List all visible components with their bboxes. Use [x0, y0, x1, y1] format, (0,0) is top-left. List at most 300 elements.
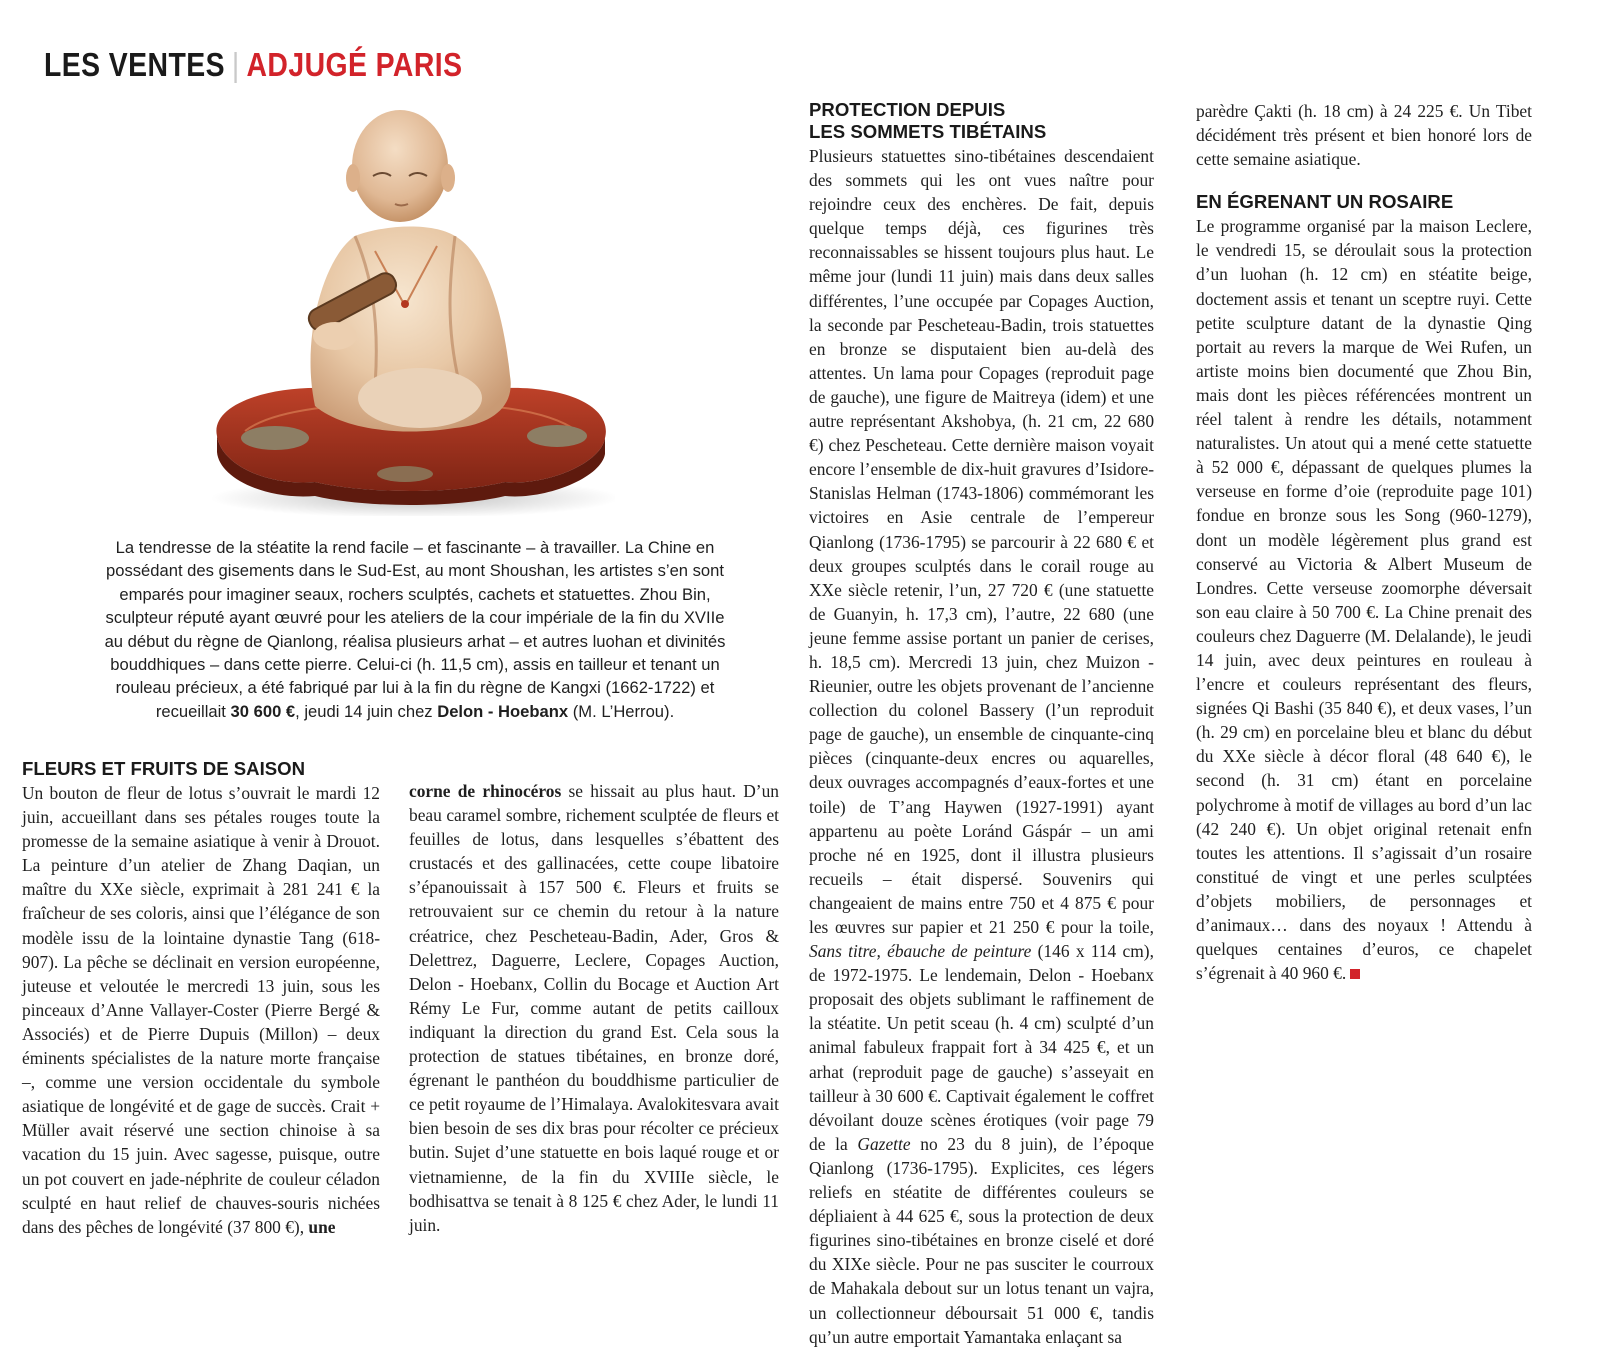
article-text	[1025, 218, 1046, 238]
article-text: un	[1136, 1037, 1155, 1058]
article-text	[903, 507, 920, 527]
article-text: tenant	[1044, 1278, 1088, 1299]
article-text: h.	[905, 603, 920, 624]
article-text: bien	[1020, 338, 1051, 359]
article-text	[975, 170, 988, 190]
article-text: sublimant	[957, 989, 1026, 1010]
article-text: Delon	[1028, 965, 1072, 986]
article-text	[1090, 1037, 1097, 1057]
article-text: Yamantaka	[963, 1326, 1041, 1347]
article-text: Captivait	[946, 1085, 1010, 1106]
article-text: Cette	[951, 435, 989, 456]
article-text	[931, 797, 945, 817]
article-text	[883, 845, 894, 865]
article-text: stéatite.	[827, 1013, 881, 1034]
article-text: un	[934, 724, 952, 745]
article-text: différentes,	[809, 290, 888, 311]
article-text	[1100, 1158, 1113, 1178]
article-text	[873, 146, 881, 166]
article-text: €)	[809, 435, 824, 456]
article-text	[907, 170, 920, 190]
article-text: de	[1515, 125, 1532, 146]
article-text: ensemble	[957, 724, 1024, 745]
article-text	[1121, 411, 1128, 431]
article-text	[892, 869, 912, 889]
article-text: 79	[1136, 1109, 1154, 1130]
article-text: (h.	[994, 1013, 1014, 1034]
article-text	[828, 917, 835, 937]
article-text	[1093, 917, 1100, 937]
article-text: un	[1007, 627, 1026, 648]
article-paragraph-continued	[1196, 99, 1532, 171]
article-text: portant	[952, 627, 1003, 648]
article-text: une	[1128, 772, 1154, 793]
article-column-2	[409, 779, 779, 1237]
article-text: Copages	[1028, 290, 1089, 311]
article-text: les	[1134, 483, 1154, 504]
article-text: ou	[1048, 748, 1067, 769]
article-text	[852, 1182, 864, 1202]
article-text: à	[882, 1206, 891, 1227]
article-text: (lundi	[891, 266, 933, 287]
article-text	[826, 1303, 836, 1323]
article-text: ayant	[1116, 796, 1154, 817]
article-text	[1476, 125, 1483, 145]
article-text: dans	[979, 555, 1012, 576]
article-text: de	[940, 459, 958, 480]
article-text	[938, 1134, 948, 1154]
article-text: et	[1141, 531, 1155, 552]
article-text: et	[1104, 1230, 1118, 1251]
article-text	[1112, 917, 1119, 937]
article-text	[1039, 917, 1046, 937]
article-text	[910, 845, 921, 865]
article-text	[960, 845, 971, 865]
article-text: à	[1024, 1037, 1033, 1058]
article-text	[825, 965, 832, 985]
heading-line: LES SOMMETS TIBÉTAINS	[809, 121, 1047, 142]
article-text: cm).	[868, 651, 901, 672]
article-text	[1023, 869, 1043, 889]
article-text: 18,5	[830, 651, 861, 672]
article-text	[825, 604, 833, 624]
article-text: Mercredi	[908, 651, 973, 672]
article-text: Le programme organisé par la maison Leclere, le vendredi 15, se déroulait sous la protection d’un luohan (h. 12 cm) en stéatite beige, doctement assis et tenant un sceptre ruyi. Cette petite sculpture datant de la dynastie Qing portait au revers la marque de Wei Rufen, un artiste moins bien documenté que Zhou Bin, mais dont les pièces référencées montrent un réel talent à rendre les détails, notamment naturalistes. Un atout qui a mené cette statuette à 52 000 €, dépassant de quelques plumes la verseuse en forme d’oie (reproduite page 101) fondue en bronze sous les Song (960-1279), dont un modèle légèrement plus grand est conservé au Victoria & Albert Museum de Londres. Cette verseuse zoomorphe déversait son eau claire à 50 700 €. La Chine prenait des couleurs chez Daguerre (M. Delalande), le jeudi 14 juin, avec deux peintures en rouleau à l’encre et couleurs représentant des fleurs, signées Qi Bashi (35 840 €), et deux vases, l’un (h. 29 cm) en porcelaine bleu et blanc du début du XXe siècle à décor floral (48 640 €), le second (h. 31 cm) étant en porcelaine polychrome à motif de villages au bord d’un lac (42 240 €). Un objet original retenait enfn toutes les attentions. Il s’agissait d’un rosaire constitué de vingt et une perles sculptées d’objets mobiliers, de personnages et d’animaux… dans des noyaux ! Attendu à quelques centaines d’euros, ce chapelet s’égrenait à 40 960 €.	[1196, 216, 1532, 984]
article-text: seconde	[827, 314, 884, 335]
article-text: vues	[1024, 170, 1056, 191]
article-text: 11	[938, 266, 956, 287]
article-text: cerises,	[1102, 627, 1154, 648]
article-text: Helman	[876, 483, 932, 504]
article-text: un	[809, 1302, 827, 1323]
article-heading-fleurs: FLEURS ET FRUITS DE SAISON	[22, 758, 306, 779]
article-text: outre	[876, 676, 913, 697]
article-text: l’un,	[949, 579, 982, 600]
article-text: la	[1004, 1206, 1018, 1227]
article-text: tandis	[1112, 1302, 1154, 1323]
article-text: autre	[809, 411, 844, 432]
article-text: semaine	[1233, 149, 1291, 170]
article-text: –	[1081, 820, 1091, 841]
article-text: femme	[852, 627, 901, 648]
article-text: lotus	[1005, 1278, 1040, 1299]
article-text: de	[847, 724, 864, 745]
article-heading-protection	[809, 99, 1154, 143]
article-text: cm)	[1034, 1013, 1062, 1034]
article-text: trois	[1052, 314, 1084, 335]
article-text	[872, 194, 883, 214]
article-text: et	[1111, 386, 1124, 407]
article-text: Pescheteau-Badin,	[917, 314, 1047, 335]
article-text: sa	[1107, 1326, 1123, 1347]
article-text: la	[809, 1013, 822, 1034]
article-text: en	[983, 1230, 1001, 1251]
article-text: de	[859, 796, 876, 817]
article-text: Un	[1468, 101, 1491, 121]
article-text: gauche),	[830, 386, 890, 407]
article-text: qu’un	[809, 1326, 850, 1347]
article-text: se	[923, 242, 939, 263]
article-text	[1110, 1037, 1117, 1057]
article-text: présent	[1314, 125, 1365, 146]
article-text	[861, 652, 869, 672]
article-text: le	[1090, 1085, 1104, 1106]
article-text: de	[1137, 989, 1154, 1010]
article-text: cinquante-cinq	[1050, 724, 1154, 745]
article-text: juin),	[1020, 1133, 1058, 1154]
article-text: corail	[1041, 555, 1081, 576]
article-text	[913, 917, 920, 937]
article-column-1	[22, 758, 380, 1239]
section-title: LES VENTES	[44, 46, 225, 83]
article-text: qui	[1131, 868, 1155, 889]
article-text: juin,	[1006, 651, 1038, 672]
article-text: Un	[872, 362, 895, 383]
article-text	[825, 1134, 835, 1154]
article-text: Asie	[920, 507, 953, 528]
article-text: retenir,	[893, 579, 943, 600]
article-text: une	[894, 386, 920, 407]
article-text: depuis	[1108, 194, 1154, 215]
article-text	[968, 700, 979, 720]
article-text: Qianlong	[809, 1157, 874, 1178]
header-separator: |	[231, 46, 240, 83]
article-bold-text: une	[304, 1216, 336, 1237]
article-text: mais	[999, 266, 1033, 287]
article-text	[878, 700, 889, 720]
article-text: pièces	[809, 748, 853, 769]
article-text: très	[1128, 218, 1154, 239]
article-text: au	[1137, 555, 1154, 576]
end-of-article-mark	[1350, 969, 1360, 979]
article-text: bronze	[1006, 1230, 1054, 1251]
article-text	[1384, 125, 1391, 145]
article-text	[992, 1134, 1002, 1154]
article-text	[1036, 748, 1049, 768]
caption-text: La tendresse de la stéatite la rend facile – et fascinante – à travailler. La Chine en possédant des gisements dans le Sud-Est, au mont Shoushan, les artistes s’en sont emparés pour imaginer seaux, rochers sculptés, cachets et statuettes. Zhou Bin, sculpteur réputé ayant œuvré pour les ateliers de la cour impériale de la fin du XVIIe au début du règne de Qianlong, réalisa plusieurs arhat – et autres luohan et divinités bouddhiques – dans cette pierre. Celui-ci (h. 11,5 cm), assis en tailleur et tenant un rouleau précieux, a été fabriqué par lui à la fin du règne de Kangxi (1662-1722) et recueillait	[104, 538, 726, 721]
article-text	[1065, 411, 1072, 431]
article-text: en	[1137, 1061, 1154, 1082]
heading-line: PROTECTION DEPUIS	[809, 99, 1006, 120]
caption-text-middle: , jeudi 14 juin chez	[295, 701, 433, 721]
article-text: la	[809, 314, 822, 335]
article-text: de	[809, 1278, 826, 1299]
article-text	[964, 1062, 973, 1082]
article-text: 000	[1054, 1302, 1081, 1323]
article-text: très	[1282, 125, 1309, 146]
article-text: sous	[968, 1206, 1000, 1227]
article-text	[1011, 170, 1024, 190]
article-text: au-delà	[1065, 338, 1117, 359]
article-text: Bassery	[979, 700, 1035, 721]
article-text	[1002, 797, 1016, 817]
article-text: Haywen	[944, 796, 1003, 817]
article-text: Muizon	[1085, 651, 1140, 672]
article-text: 51	[1027, 1302, 1045, 1323]
article-text	[1057, 1182, 1069, 1202]
article-text: attentes.	[809, 362, 867, 383]
article-text	[1011, 556, 1020, 576]
article-text: De	[1038, 194, 1059, 215]
article-text: hissent	[944, 242, 993, 263]
article-text: et	[1117, 1037, 1130, 1058]
article-text: le	[1031, 989, 1045, 1010]
article-text: €.	[1449, 101, 1463, 121]
article-text: ont	[988, 170, 1011, 191]
article-text: salles	[1115, 266, 1154, 287]
article-text	[911, 1134, 921, 1154]
article-text: 625	[918, 1206, 945, 1227]
article-text	[1001, 845, 1012, 865]
article-text	[1033, 556, 1042, 576]
article-text	[1053, 1062, 1062, 1082]
article-text: un	[983, 1278, 1001, 1299]
article-text: se	[971, 531, 986, 552]
article-text: gravures	[1021, 459, 1081, 480]
article-text	[982, 917, 989, 937]
article-text	[1022, 965, 1029, 985]
article-text: 680	[1088, 603, 1115, 624]
article-text: gauche)	[997, 1061, 1053, 1082]
article-text	[1022, 845, 1033, 865]
article-text: collection	[809, 700, 878, 721]
article-text: enlaçant	[1045, 1326, 1104, 1347]
article-text: Pour	[925, 1254, 959, 1275]
article-text: d’un	[1122, 1013, 1154, 1034]
article-text: de	[1098, 1206, 1115, 1227]
article-text	[885, 917, 892, 937]
article-text: se hissait au plus haut. D’un beau caramel sombre, richement sculptée de fleurs et feuilles de lotus, dans lesquelles s’ébattent des crustacés et des gallinacées, cette coupe libatoire s’épanouissait à 157 500 €. Fleurs et fruits se retrouvaient sur ce chemin du retour à la nature créatrice, chez Pescheteau-Badin, Ader, Gros & Delettrez, Daguerre, Leclere, Copages Auction, Delon - Hoebanx, Collin du Bocage et Auction Art Rémy Le Fur, comme autant de petits cailloux indiquant la direction du grand Est. Cela sous la protection de statues tibétaines, en bronze doré, égrenant le panthéon du bouddhisme particulier de ce petit royaume de l’Himalaya. Avalokitesvara avait bien besoin de ses dix bras pour récolter ce précieux butin. Sujet d’une statuette en bois laqué rouge et or vietnamienne, de la fin du XVIIIe siècle, le bodhisattva se tenait à 8 125 € chez Ader, le lundi 11 juin.	[409, 781, 779, 1235]
article-text	[916, 339, 930, 359]
article-text: cm,	[1071, 411, 1098, 432]
article-text	[935, 1303, 945, 1323]
article-text: encore	[809, 459, 856, 480]
article-text	[943, 170, 956, 190]
article-text	[832, 170, 845, 190]
article-text: –	[882, 868, 892, 889]
article-text: €	[1107, 892, 1116, 913]
article-text	[1051, 339, 1065, 359]
article-text: du	[974, 1133, 992, 1154]
statuette-photo	[205, 86, 615, 516]
article-text: colonel	[917, 700, 969, 721]
article-text: XIXe	[831, 1254, 871, 1275]
article-text: sur	[891, 917, 914, 937]
article-text: bronze	[839, 338, 888, 359]
article-text: né	[866, 844, 884, 865]
article-text	[1057, 1037, 1064, 1057]
article-text: fait,	[1069, 194, 1098, 215]
article-text: deux	[809, 555, 843, 576]
article-text: €.	[928, 1085, 942, 1106]
article-text	[963, 917, 970, 937]
article-text	[1056, 170, 1069, 190]
article-text	[971, 556, 980, 576]
article-text: chez	[1045, 651, 1078, 672]
article-text: et	[969, 917, 983, 937]
article-text: les	[809, 917, 829, 937]
article-text: Çakti	[1254, 101, 1292, 121]
article-text	[1103, 1303, 1113, 1323]
article-text: en	[809, 338, 826, 359]
article-text: l’une	[893, 290, 930, 311]
article-text: par	[889, 314, 912, 335]
article-text	[1103, 797, 1117, 817]
article-text: (h.	[1022, 411, 1042, 432]
article-text	[1276, 125, 1283, 145]
article-text: sur	[956, 1278, 979, 1299]
article-text: de	[1080, 627, 1097, 648]
article-text: également	[1014, 1085, 1086, 1106]
article-text	[876, 797, 889, 817]
article-text: naître	[1069, 170, 1109, 191]
article-text	[1118, 821, 1128, 841]
article-text: représentant	[850, 411, 936, 432]
article-text: objets	[909, 989, 951, 1010]
article-text: 34	[1039, 1037, 1057, 1058]
article-text: à	[1060, 531, 1068, 552]
article-text	[1057, 1134, 1067, 1154]
article-text: 13	[980, 651, 998, 672]
article-text: (h.	[1298, 101, 1317, 121]
article-text: sculptés	[915, 555, 972, 576]
article-text: groupes	[851, 555, 907, 576]
article-text: siècle.	[876, 1254, 920, 1275]
article-text	[1038, 652, 1046, 672]
article-text: des	[927, 194, 951, 215]
article-text: 22	[1073, 531, 1091, 552]
article-text: autre	[853, 1326, 889, 1347]
article-text	[1108, 218, 1129, 238]
caption-price: 30 600 €	[230, 701, 296, 721]
article-text: se	[1139, 1182, 1154, 1203]
article-text: par	[999, 290, 1022, 311]
article-text	[1365, 125, 1372, 145]
article-text: 24	[1393, 101, 1412, 121]
article-text: sceau	[950, 1013, 990, 1034]
article-text: et	[1111, 772, 1124, 793]
article-text: dix-huit	[961, 459, 1017, 480]
article-text: le	[1073, 1254, 1086, 1275]
article-text: -	[1078, 965, 1085, 986]
article-text: Un bouton de fleur de lotus s’ouvrait le mardi 12 juin, accueillant dans ses pétales rouges toute la promesse de la semaine asiatique à venir à Drouot. La peinture d’un atelier de Zhang Daqian, un maître du XXe siècle, exprimait à 281 241 € la fraîcheur de ses coloris, ainsi que l’élégance de son modèle issu de la lointaine dynastie Tang (618-907). La pêche se déclinait en version européenne, juteuse et veloutée le mercredi 13 juin, sous les pinceaux d’Anne Vallayer-Coster (Pierre Bergé & Associés) et de Pierre Dupuis (Millon) – deux éminents spécialistes de la nature morte française –, comme une version occidentale du symbole asiatique de longévité et de gage de succès. Crait + Müller avait réservé une section chinoise à sa vacation du 15 juin. Avec sagesse, puisque, outre un pot couvert en jade-néphrite de couleur céladon sculpté en haut relief de chauves-souris nichées dans des pêches de longévité (37 800 €),	[22, 783, 380, 1237]
article-text: Gáspár	[1022, 820, 1072, 841]
article-text: page	[1121, 362, 1154, 383]
article-paragraph	[1196, 214, 1532, 985]
article-text: dévoilant	[809, 1109, 874, 1130]
article-text: rejoindre	[809, 194, 872, 215]
article-text: dispersé.	[961, 868, 1023, 889]
article-text: recueils	[809, 868, 864, 889]
artwork-title: de	[951, 941, 968, 962]
article-text	[1058, 194, 1069, 214]
article-text	[1045, 1303, 1055, 1323]
article-text: Explicites,	[990, 1157, 1065, 1178]
article-text: érotiques	[983, 1109, 1048, 1130]
article-text: Maitreya	[992, 386, 1056, 407]
article-text: 1972-1975.	[832, 965, 913, 986]
article-text: 680	[1127, 411, 1155, 432]
article-text: pour	[940, 362, 973, 383]
article-text	[881, 1182, 893, 1202]
article-text: Copages	[978, 362, 1039, 383]
article-text: temps	[885, 218, 927, 239]
article-text: statuettes	[881, 146, 946, 166]
article-text	[1097, 194, 1108, 214]
article-text	[1129, 1110, 1137, 1130]
article-text: haut.	[1095, 242, 1130, 263]
article-text: descendaient	[1064, 146, 1154, 166]
article-text: figure	[924, 386, 967, 407]
article-text	[1080, 1303, 1090, 1323]
article-text	[1056, 146, 1064, 166]
article-text: 1925,	[920, 844, 960, 865]
article-text: objets	[940, 676, 983, 697]
article-text: déjà,	[947, 218, 982, 239]
article-text: enchères.	[961, 194, 1027, 215]
article-text	[927, 218, 948, 238]
article-text	[922, 1062, 931, 1082]
article-text: Pescheteau.	[865, 435, 947, 456]
article-text	[1007, 339, 1021, 359]
article-text: centrale	[970, 507, 1026, 528]
article-text: œuvres	[834, 917, 886, 937]
article-text	[1047, 1110, 1055, 1130]
article-text	[1055, 604, 1063, 624]
article-text	[1025, 507, 1043, 527]
article-text: Qianlong	[809, 531, 874, 552]
article-text	[1078, 652, 1086, 672]
article-text: une	[1128, 386, 1154, 407]
article-text: asiatique.	[1294, 149, 1361, 170]
article-text: de	[898, 892, 915, 913]
article-text: ceux	[883, 194, 916, 215]
article-text	[904, 821, 914, 841]
article-text: des	[879, 989, 904, 1010]
article-text: l’ensemble	[859, 459, 937, 480]
article-text	[1127, 1182, 1139, 1202]
article-text	[942, 1182, 954, 1202]
article-text	[952, 821, 962, 841]
article-text	[900, 652, 908, 672]
article-text: se	[901, 338, 916, 359]
article-text: 22	[1063, 603, 1081, 624]
article-text: protection	[1022, 1206, 1094, 1227]
artwork-title: Sans	[809, 941, 842, 962]
article-text: 425	[1063, 1037, 1090, 1058]
article-text: ces	[1077, 1157, 1100, 1178]
article-text	[874, 1158, 887, 1178]
